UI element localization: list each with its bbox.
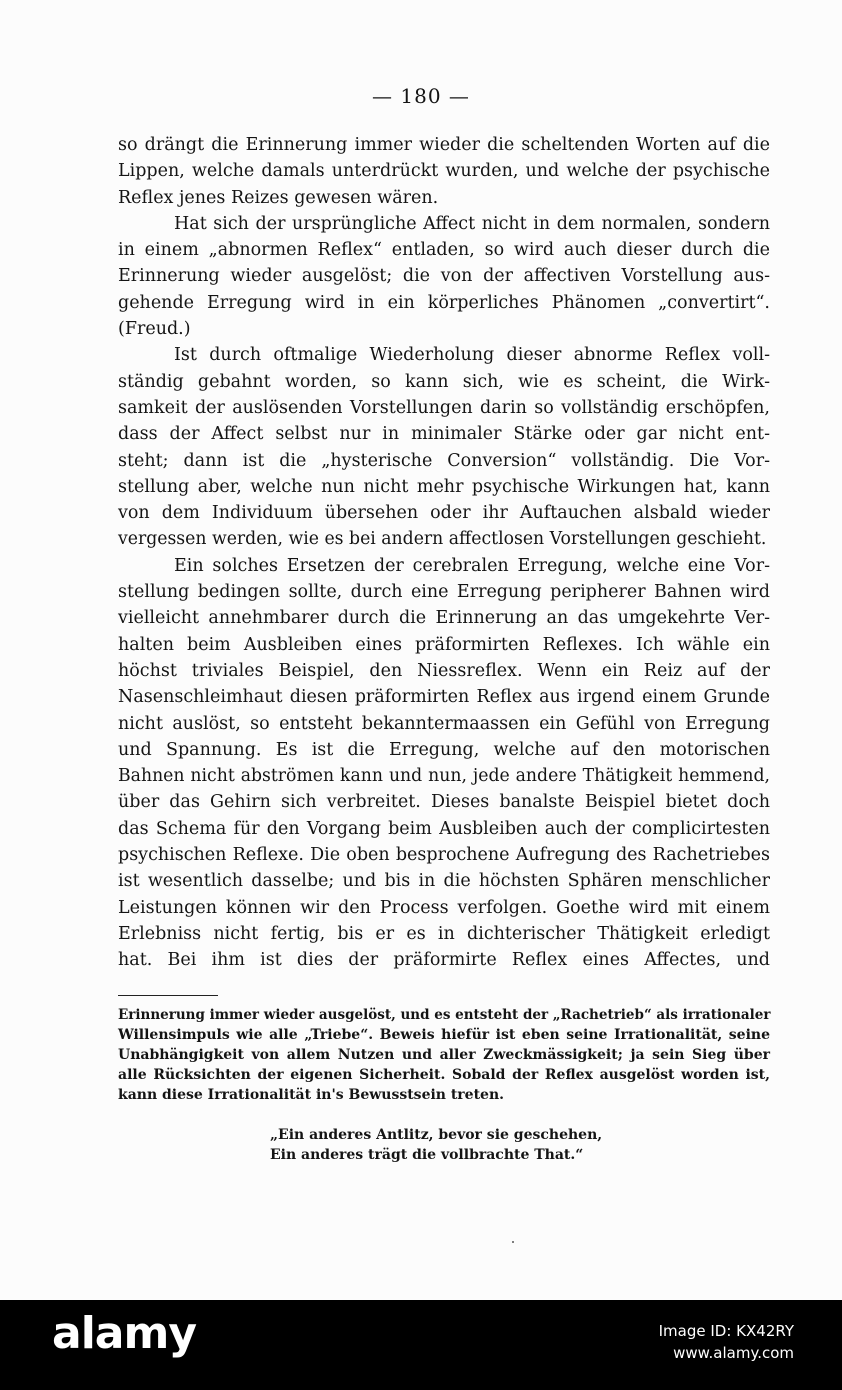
footnote-divider [118,995,218,996]
text-line: samkeit der auslösenden Vorstellungen darin so vollständig erschöpfen, [118,397,770,418]
text-line: nicht auslöst, so entsteht bekanntermaassen ein Gefühl von Erregung [118,713,770,734]
text-line: hat. Bei ihm ist dies der präformirte Reflex eines Affectes, und [118,950,770,971]
footnote-line: Unabhängigkeit von allem Nutzen und aller Zweckmässigkeit; ja sein Sieg über [118,1047,770,1063]
watermark-image-id: Image ID: KX42RY [658,1322,794,1340]
text-line: vergessen werden, wie es bei andern affectlosen Vorstellungen geschieht. [118,529,767,550]
text-line: stellung aber, welche nun nicht mehr psychische Wirkungen hat, kann [118,476,770,497]
footnote-line: Erinnerung immer wieder ausgelöst, und es entsteht der „Rachetrieb“ als irrationaler [118,1007,771,1023]
text-line: Hat sich der ursprüngliche Affect nicht in dem normalen, sondern [174,213,770,234]
text-line: höchst triviales Beispiel, den Niessreflex. Wenn ein Reiz auf der [118,660,770,681]
text-line: stellung bedingen sollte, durch eine Erregung peripherer Bahnen wird [118,582,770,603]
footnote-line: Willensimpuls wie alle „Triebe“. Beweis hiefür ist eben seine Irrationalität, seine [118,1027,770,1043]
text-line: ist wesentlich dasselbe; und bis in die höchsten Sphären menschlicher [118,871,770,892]
verse-line: Ein anderes trägt die vollbrachte That.“ [270,1147,584,1163]
print-speck [512,1241,514,1243]
text-line: Reflex jenes Reizes gewesen wären. [118,187,439,208]
footnote-verse [270,1125,602,1165]
text-line: steht; dann ist die „hysterische Conversion“ vollständig. Die Vor- [118,450,770,471]
text-line: Leistungen können wir den Process verfolgen. Goethe wird mit einem [118,897,770,918]
text-line: das Schema für den Vorgang beim Ausbleiben auch der complicirtesten [118,818,770,839]
watermark-site: www.alamy.com [673,1344,794,1362]
text-line: von dem Individuum übersehen oder ihr Auftauchen alsbald wieder [118,503,770,524]
text-line: ständig gebahnt worden, so kann sich, wie es scheint, die Wirk- [118,371,770,392]
text-line: Erinnerung wieder ausgelöst; die von der affectiven Vorstellung aus- [118,266,770,287]
footnote-line: alle Rücksichten der eigenen Sicherheit. Sobald der Reflex ausgelöst worden ist, [118,1067,770,1083]
text-line: Ein solches Ersetzen der cerebralen Erregung, welche eine Vor- [174,555,770,576]
text-line: psychischen Reflexe. Die oben besprochene Aufregung des Rachetriebes [118,845,770,866]
text-line: so drängt die Erinnerung immer wieder die scheltenden Worten auf die [118,135,770,155]
text-line: über das Gehirn sich verbreitet. Dieses banalste Beispiel bietet doch [118,792,770,813]
text-line: Bahnen nicht abströmen kann und nun, jede andere Thätigkeit hemmend, [118,766,770,787]
verse-line: „Ein anderes Antlitz, bevor sie geschehen, [270,1127,603,1143]
page-number: — 180 — [372,84,470,108]
text-line: (Freud.) [118,319,191,340]
body-text [118,132,770,974]
footnote [118,1005,770,1105]
text-line: Nasenschleimhaut diesen präformirten Reflex aus irgend einem Grunde [118,687,770,708]
text-line: Lippen, welche damals unterdrückt wurden, und welche der psychische [118,161,770,182]
footnote-line: kann diese Irrationalität in's Bewusstsein treten. [118,1087,505,1103]
text-line: gehende Erregung wird in ein körperliches Phänomen „convertirt“. [118,292,770,313]
text-line: Ist durch oftmalige Wiederholung dieser abnorme Reflex voll- [174,345,770,366]
text-line: dass der Affect selbst nur in minimaler Stärke oder gar nicht ent- [118,424,770,445]
text-line: in einem „abnormen Reflex“ entladen, so wird auch dieser durch die [118,240,770,261]
watermark-logo: alamy [52,1308,196,1359]
text-line: und Spannung. Es ist die Erregung, welche auf den motorischen [118,739,770,760]
text-line: Erlebniss nicht fertig, bis er es in dichterischer Thätigkeit erledigt [118,923,770,944]
text-line: halten beim Ausbleiben eines präformirten Reflexes. Ich wähle ein [118,634,770,655]
text-line: vielleicht annehmbarer durch die Erinnerung an das umgekehrte Ver- [118,608,770,629]
watermark-info [659,1320,794,1364]
